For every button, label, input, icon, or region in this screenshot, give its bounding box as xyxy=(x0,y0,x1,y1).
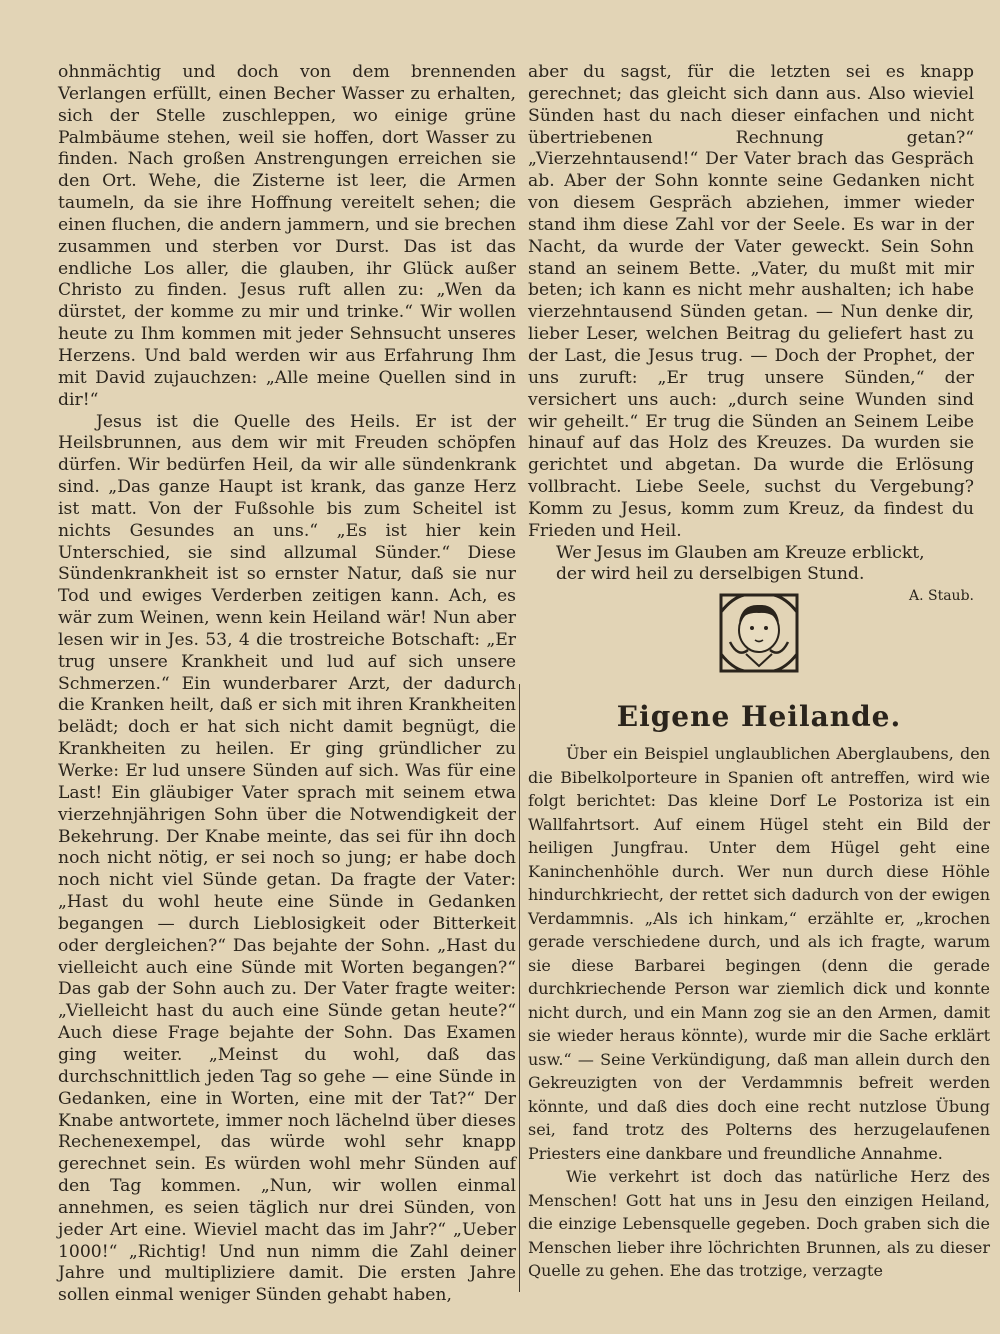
column-divider xyxy=(519,684,520,1292)
cherub-vignette-icon xyxy=(718,592,800,674)
left-column xyxy=(58,62,516,1307)
verse-line-2: der wird heil zu derselbigen Stund. xyxy=(556,564,865,585)
section-body xyxy=(528,742,990,1283)
right-column xyxy=(528,62,974,608)
section-paragraph-2: Wie verkehrt ist doch das natürliche Herz des Menschen! Gott hat uns in Jesu den einzigen Heiland, die einzige Lebensquelle gegeben. Doch graben sich die Menschen lieber ihre löchrichten Brunnen, als zu dieser Quelle zu gehen. Ehe das trotzige, verzagte xyxy=(528,1167,990,1280)
left-paragraph-1: ohnmächtig und doch von dem brennenden Verlangen erfüllt, einen Becher Wasser zu erhalten, sich der Stelle zuschleppen, wo einige grüne Palmbäume stehen, weil sie hoffen, dort Wasser zu finden. Nach großen Anstrengungen erreichen sie den Ort. Wehe, die Zisterne ist leer, die Armen taumeln, da sie ihre Hoffnung vereitelt sehen; die einen fluchen, die andern jammern, und sie brechen zusammen und sterben vor Durst. Das ist das endliche Los aller, die glauben, ihr Glück außer Christo zu finden. Jesus ruft allen zu: „Wen da dürstet, der komme zu mir und trinke.“ Wir wollen heute zu Ihm kommen mit jeder Sehnsucht unseres Herzens. Und bald werden wir aus Erfahrung Ihm mit David zujauchzen: „Alle meine Quellen sind in dir!“ xyxy=(58,62,516,410)
section-heading: Eigene Heilande. xyxy=(616,700,902,733)
section-paragraph-1: Über ein Beispiel unglaublichen Aberglaubens, den die Bibelkolporteure in Spanien oft antreffen, wird wie folgt berichtet: Das kleine Dorf Le Postoriza ist ein Wallfahrtsort. Auf einem Hügel steht ein Bild der heiligen Jungfrau. Unter dem Hügel geht eine Kaninchenhöhle durch. Wer nun durch diese Höhle hindurchkriecht, der rettet sich dadurch von der ewigen Verdammnis. „Als ich hinkam,“ erzählte er, „krochen gerade verschiedene durch, und als ich fragte, warum sie diese Barbarei begingen (denn die gerade durchkriechende Person war ziemlich dick und konnte nicht durch, und ein Mann zog sie an den Armen, damit sie wieder heraus könnte), wurde mir die Sache erklärt usw.“ — Seine Verkündigung, daß man allein durch den Gekreuzigten von der Verdammnis befreit werden könnte, und daß dies doch eine recht nutzlose Übung sei, fand trotz des Polterns des herzugelaufenen Priesters eine dankbare und freundliche Annahme. xyxy=(528,744,990,1163)
right-paragraph-1: aber du sagst, für die letzten sei es knapp gerechnet; das gleicht sich dann aus. Also wieviel Sünden hast du nach dieser einfachen und nicht übertriebenen Rechnung getan?“ „Vierzehntausend!“ Der Vater brach das Gespräch ab. Aber der Sohn konnte seine Gedanken nicht von diesem Gespräch abziehen, immer wieder stand ihm diese Zahl vor der Seele. Es war in der Nacht, da wurde der Vater geweckt. Sein Sohn stand an seinem Bette. „Vater, du mußt mit mir beten; ich kann es nicht mehr aushalten; ich habe vierzehntausend Sünden getan. — Nun denke dir, lieber Leser, welchen Beitrag du geliefert hast zu der Last, die Jesus trug. — Doch der Prophet, der uns zuruft: „Er trug unsere Sünden,“ der versichert uns auch: „durch seine Wunden sind wir geheilt.“ Er trug die Sünden an Seinem Leibe hinauf auf das Holz des Kreuzes. Da wurden sie gerichtet und abgetan. Da wurde die Erlösung vollbracht. Liebe Seele, suchst du Vergebung? Komm zu Jesus, komm zum Kreuz, da findest du Frieden und Heil. xyxy=(528,62,974,541)
verse-line-1: Wer Jesus im Glauben am Kreuze erblickt, xyxy=(556,542,925,563)
author-signature: A. Staub. xyxy=(908,588,974,605)
left-paragraph-2: Jesus ist die Quelle des Heils. Er ist der Heilsbrunnen, aus dem wir mit Freuden schöpfen dürfen. Wir bedürfen Heil, da wir alle sündenkrank sind. „Das ganze Haupt ist krank, das ganze Herz ist matt. Von der Fußsohle bis zum Scheitel ist nichts Gesundes an uns.“ „Es ist hier kein Unterschied, sie sind allzumal Sünder.“ Diese Sündenkrankheit ist so ernster Natur, daß sie nur Tod und ewiges Verderben zeitigen kann. Ach, es wär zum Weinen, wenn kein Heiland wär! Nun aber lesen wir in Jes. 53, 4 die trostreiche Botschaft: „Er trug unsere Krankheit und lud auf sich unsere Schmerzen.“ Ein wunderbarer Arzt, der dadurch die Kranken heilt, daß er sich mit ihren Krankheiten belädt; doch er hat sich nicht damit begnügt, die Krankheiten zu heilen. Er ging gründlicher zu Werke: Er lud unsere Sünden auf sich. Was für eine Last! Ein gläubiger Vater sprach mit seinem etwa vierzehnjährigen Sohn über die Notwendigkeit der Bekehrung. Der Knabe meinte, das sei für ihn doch noch nicht nötig, er sei noch so jung; er habe doch noch nicht viel Sünde getan. Da fragte der Vater: „Hast du wohl heute eine Sünde in Gedanken begangen — durch Lieblosigkeit oder Bitterkeit oder dergleichen?“ Das bejahte der Sohn. „Hast du vielleicht auch eine Sünde mit Worten begangen?“ Das gab der Sohn auch zu. Der Vater fragte weiter: „Vielleicht hast du auch eine Sünde getan heute?“ Auch diese Frage bejahte der Sohn. Das Examen ging weiter. „Meinst du wohl, daß das durchschnittlich jeden Tag so gehe — eine Sünde in Gedanken, eine in Worten, eine mit der Tat?“ Der Knabe antwortete, immer noch lächelnd über dieses Rechenexempel, das würde wohl sehr knapp gerechnet sein. Es würden wohl mehr Sünden auf den Tag kommen. „Nun, wir wollen einmal annehmen, es seien täglich nur drei Sünden, von jeder Art eine. Wieviel macht das im Jahr?“ „Ueber 1000!“ „Richtig! Und nun nimm die Zahl deiner Jahre und multipliziere damit. Die ersten Jahre sollen einmal weniger Sünden gehabt haben, xyxy=(58,411,516,1306)
